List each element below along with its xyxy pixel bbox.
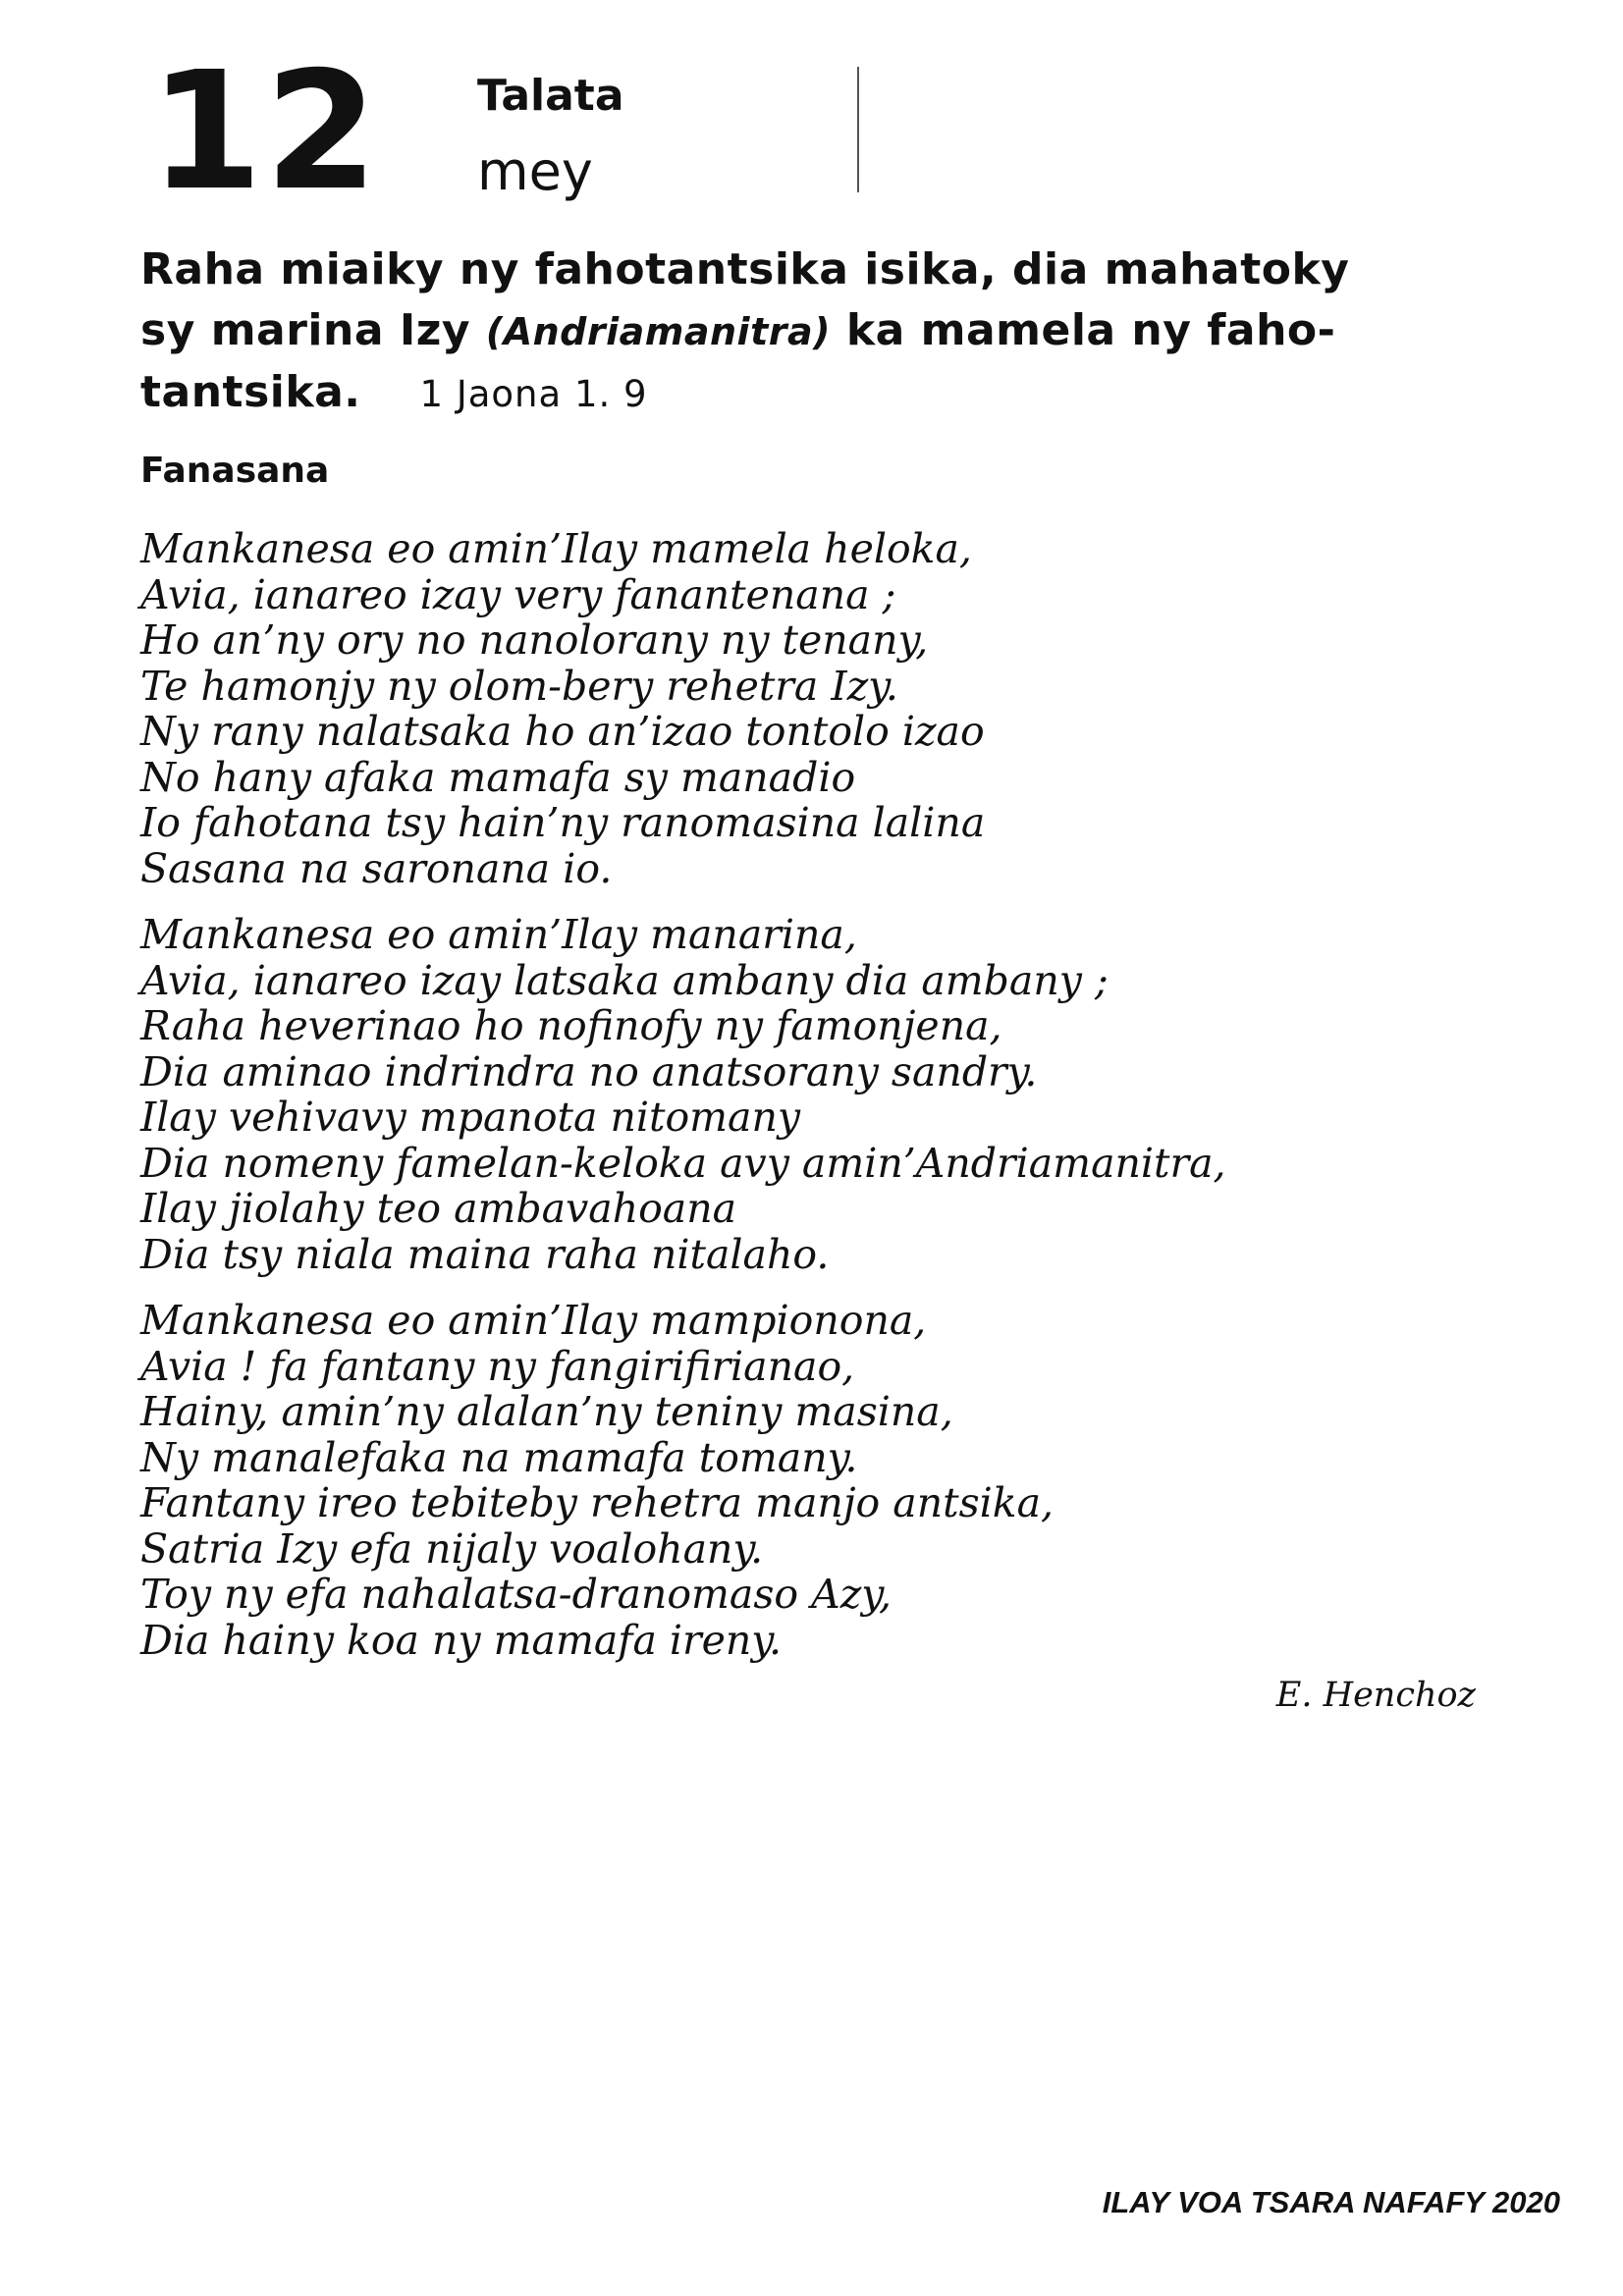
poem-line: Ny manalefaka na mamafa tomany. (140, 1433, 858, 1481)
poem-line: Avia, ianareo izay latsaka ambany dia ambany ; (140, 956, 1109, 1004)
month-label: mey (477, 140, 593, 202)
verse-parenthetical: (Andriamanitra) (485, 310, 831, 353)
poem-line: Ny rany nalatsaka ho an’izao tontolo izao (140, 708, 985, 755)
verse-line-2-end: ka mamela ny faho- (831, 305, 1336, 355)
poem-line: Dia hainy koa ny mamafa ireny. (140, 1616, 783, 1664)
poem-line: Raha heverinao ho nofinofy ny famonjena, (140, 1002, 1002, 1049)
poem-stanza-2 (140, 912, 1515, 1277)
poem-stanza-3 (140, 1298, 1515, 1663)
poem-line: Te hamonjy ny olom-bery rehetra Izy. (140, 662, 898, 710)
poem-line: Satria Izy efa nijaly voalohany. (140, 1524, 764, 1573)
weekday-label: Talata (477, 71, 624, 121)
poem-line: Ho an’ny ory no nanolorany ny tenany, (140, 616, 929, 664)
verse-line-2 (140, 300, 1486, 362)
poem-author: E. Henchoz (1275, 1676, 1476, 1715)
poem-line: Toy ny efa nahalatsa-dranomaso Azy, (140, 1571, 893, 1618)
poem-line: Avia, ianareo izay very fanantenana ; (140, 570, 896, 618)
poem-line: Dia aminao indrindra no anatsorany sandry. (140, 1047, 1038, 1095)
poem-line: Sasana na saronana io. (140, 844, 613, 892)
verse-line-2-start: sy marina Izy (140, 305, 486, 355)
verse-line-3 (140, 362, 1486, 425)
publication-footer: ILAY VOA TSARA NAFAFY 2020 (1102, 2185, 1560, 2219)
poem-line: Hainy, amin’ny alalan’ny teniny masina, (140, 1388, 953, 1435)
poem-line: Avia ! fa fantany ny fangirifirianao, (140, 1342, 855, 1390)
poem (140, 526, 1515, 1683)
verse-line-3-text: tantsika. (140, 367, 361, 417)
verse-reference: 1 Jaona 1. 9 (419, 373, 648, 415)
poem-line: Dia nomeny famelan-keloka avy amin’Andriamanitra, (140, 1139, 1226, 1187)
day-number: 12 (149, 37, 381, 227)
bible-verse (140, 240, 1486, 425)
poem-line: Ilay vehivavy mpanota nitomany (140, 1094, 801, 1141)
poem-line: Mankanesa eo amin’Ilay mamela heloka, (140, 525, 972, 572)
section-title: Fanasana (140, 451, 330, 491)
poem-line: Mankanesa eo amin’Ilay manarina, (140, 911, 857, 958)
header-divider (857, 67, 859, 192)
poem-line: Dia tsy niala maina raha nitalaho. (140, 1230, 830, 1278)
poem-line: No hany afaka mamafa sy manadio (140, 753, 856, 801)
poem-stanza-1 (140, 526, 1515, 891)
poem-line: Ilay jiolahy teo ambavahoana (140, 1185, 737, 1232)
verse-line-1: Raha miaiky ny fahotantsika isika, dia mahatoky (140, 244, 1350, 294)
poem-line: Fantany ireo tebiteby rehetra manjo antsika, (140, 1479, 1055, 1526)
poem-line: Mankanesa eo amin’Ilay mampionona, (140, 1297, 927, 1344)
poem-line: Io fahotana tsy hain’ny ranomasina lalina (140, 799, 986, 846)
